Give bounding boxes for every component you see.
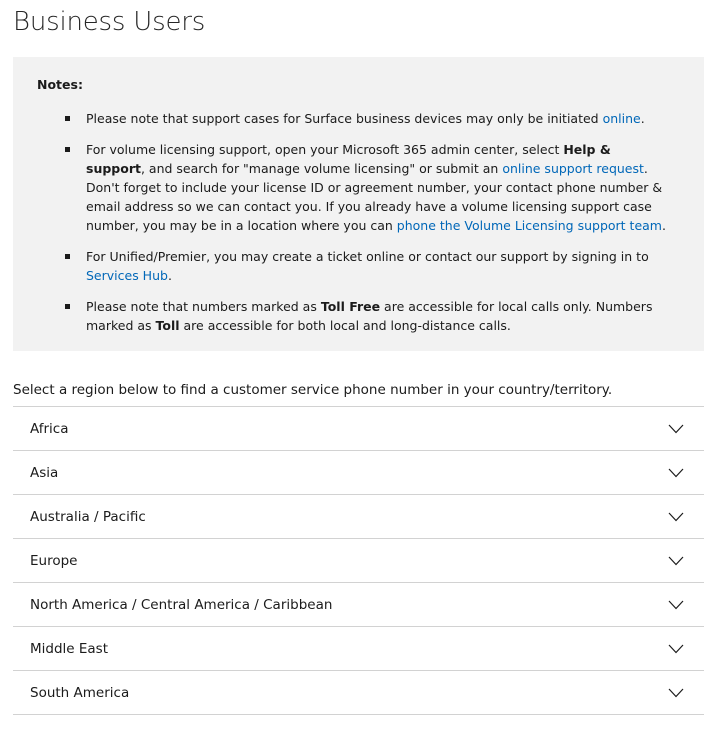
services-hub-link[interactable]: Services Hub: [86, 268, 168, 283]
note-text: Please note that support cases for Surface business devices may only be initiated: [86, 111, 603, 126]
note-item-surface: [37, 109, 680, 128]
accordion-item-europe[interactable]: [13, 539, 704, 583]
notes-heading: Notes:: [37, 77, 83, 92]
note-text: For volume licensing support, open your Microsoft 365 admin center, select: [86, 142, 564, 157]
toll-emphasis: Toll: [155, 318, 180, 333]
phone-volume-licensing-link[interactable]: phone the Volume Licensing support team: [396, 218, 662, 233]
note-text: , and search for "manage volume licensing" or submit an: [140, 161, 503, 176]
notes-list: [37, 109, 680, 335]
notes-box: [13, 57, 704, 351]
chevron-down-icon: [668, 688, 684, 698]
accordion-item-africa[interactable]: [13, 407, 704, 451]
accordion-item-south-america[interactable]: [13, 671, 704, 715]
note-item-volume-licensing: [37, 140, 680, 235]
chevron-down-icon: [668, 468, 684, 478]
note-text: .: [661, 218, 666, 233]
accordion-item-north-america[interactable]: [13, 583, 704, 627]
help-support-emphasis: Help & support: [86, 142, 611, 176]
region-intro: Select a region below to find a customer service phone number in your country/territory.: [13, 382, 613, 398]
accordion-label: South America: [30, 684, 130, 701]
accordion-label: Europe: [30, 552, 78, 569]
online-link[interactable]: online: [602, 111, 641, 126]
note-item-unified-premier: [37, 247, 680, 285]
note-text: .: [640, 111, 645, 126]
accordion-label: Asia: [30, 464, 59, 481]
accordion-item-middle-east[interactable]: [13, 627, 704, 671]
chevron-down-icon: [668, 424, 684, 434]
note-text: . Don't forget to include your license ID or agreement number, your contact phone number & email address so we can contact you. If you already have a volume licensing support case number, you may be in a location where you can: [86, 161, 663, 233]
page-title: Business Users: [13, 7, 206, 37]
note-text: For Unified/Premier, you may create a ticket online or contact our support by signing in to: [86, 249, 649, 264]
chevron-down-icon: [668, 556, 684, 566]
note-item-toll: [37, 297, 680, 335]
note-text: are accessible for both local and long-distance calls.: [179, 318, 511, 333]
region-accordion: [13, 406, 704, 715]
accordion-item-australia-pacific[interactable]: [13, 495, 704, 539]
chevron-down-icon: [668, 644, 684, 654]
note-text: .: [167, 268, 172, 283]
toll-free-emphasis: Toll Free: [320, 299, 381, 314]
accordion-label: Middle East: [30, 640, 109, 657]
online-support-request-link[interactable]: online support request: [502, 161, 644, 176]
accordion-item-asia[interactable]: [13, 451, 704, 495]
accordion-label: Australia / Pacific: [30, 508, 146, 525]
note-text: are accessible for local calls only. Numbers marked as: [86, 299, 653, 333]
chevron-down-icon: [668, 512, 684, 522]
chevron-down-icon: [668, 600, 684, 610]
accordion-label: North America / Central America / Caribbean: [30, 596, 333, 613]
note-text: Please note that numbers marked as: [86, 299, 321, 314]
accordion-label: Africa: [30, 420, 69, 437]
